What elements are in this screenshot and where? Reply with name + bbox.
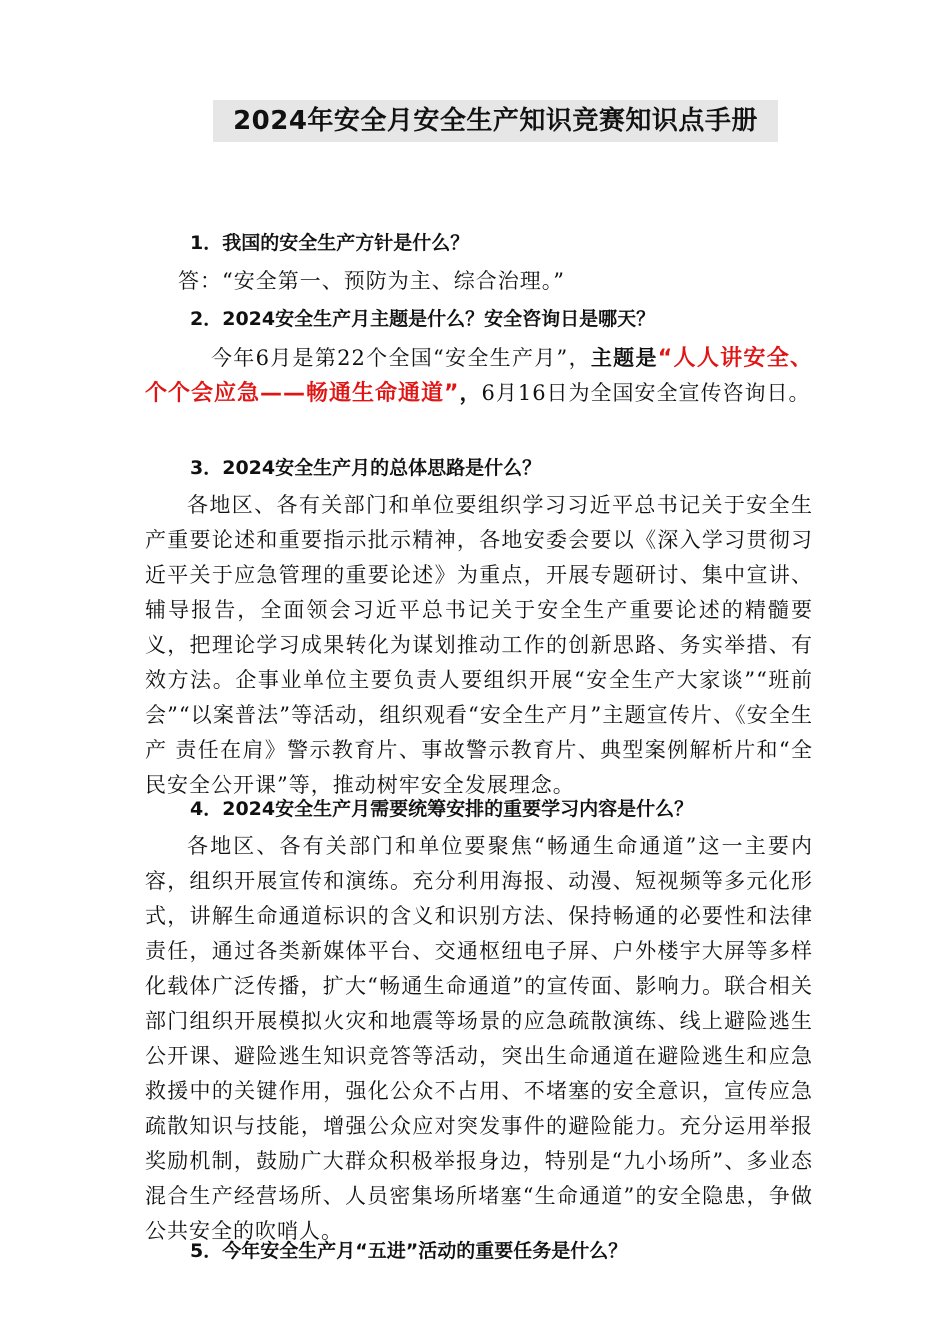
answer-2-text-a: 今年6月是第22个全国“安全生产月”， — [211, 346, 591, 370]
answer-2-theme-highlight: “人人讲安全、个个会应急——畅通生命通道” — [145, 346, 813, 406]
question-4: 4．2024安全生产月需要统筹安排的重要学习内容是什么？ — [190, 798, 694, 820]
answer-4 — [145, 829, 813, 1249]
question-1: 1．我国的安全生产方针是什么？ — [190, 232, 470, 254]
question-3: 3．2024安全生产月的总体思路是什么？ — [190, 457, 542, 479]
answer-1: 答：“安全第一、预防为主、综合治理。” — [178, 269, 565, 293]
page-title: 2024年安全月安全生产知识竞赛知识点手册 — [213, 100, 778, 142]
answer-4-text: 各地区、各有关部门和单位要聚焦“畅通生命通道”这一主要内容，组织开展宣传和演练。充分利用海报、动漫、短视频等多元化形式，讲解生命通道标识的含义和识别方法、保持畅通的必要性和法律责任，通过各类新媒体平台、交通枢纽电子屏、户外楼宇大屏等多样化载体广泛传播，扩大“畅通生命通道”的宣传面、影响力。联合相关部门组织开展模拟火灾和地震等场景的应急疏散演练、线上避险逃生公开课、避险逃生知识竞答等活动，突出生命通道在避险逃生和应急救援中的关键作用，强化公众不占用、不堵塞的安全意识，宣传应急疏散知识与技能，增强公众应对突发事件的避险能力。充分运用举报奖励机制，鼓励广大群众积极举报身边，特别是“九小场所”、多业态混合生产经营场所、人员密集场所堵塞“生命通道”的安全隐患，争做公共安全的吹哨人。 — [145, 834, 813, 1243]
answer-2-text-b: 6月16日为全国安全宣传咨询日。 — [481, 381, 811, 405]
answer-2 — [145, 341, 813, 411]
question-5: 5．今年安全生产月“五进”活动的重要任务是什么？ — [190, 1240, 628, 1262]
answer-3-text: 各地区、各有关部门和单位要组织学习习近平总书记关于安全生产重要论述和重要指示批示精神，各地安委会要以《深入学习贯彻习近平关于应急管理的重要论述》为重点，开展专题研讨、集中宣讲、辅导报告，全面领会习近平总书记关于安全生产重要论述的精髓要义，把理论学习成果转化为谋划推动工作的创新思路、务实举措、有效方法。企事业单位主要负责人要组织开展“安全生产大家谈”“班前会”“以案普法”等活动，组织观看“安全生产月”主题宣传片、《安全生产 责任在肩》警示教育片、事故警示教育片、典型案例解析片和“全民安全公开课”等，推动树牢安全发展理念。 — [145, 493, 813, 797]
answer-3 — [145, 488, 813, 803]
answer-2-comma: ， — [459, 381, 482, 405]
question-2: 2．2024安全生产月主题是什么？安全咨询日是哪天？ — [190, 308, 656, 330]
answer-2-theme-label: 主题是 — [590, 346, 658, 370]
